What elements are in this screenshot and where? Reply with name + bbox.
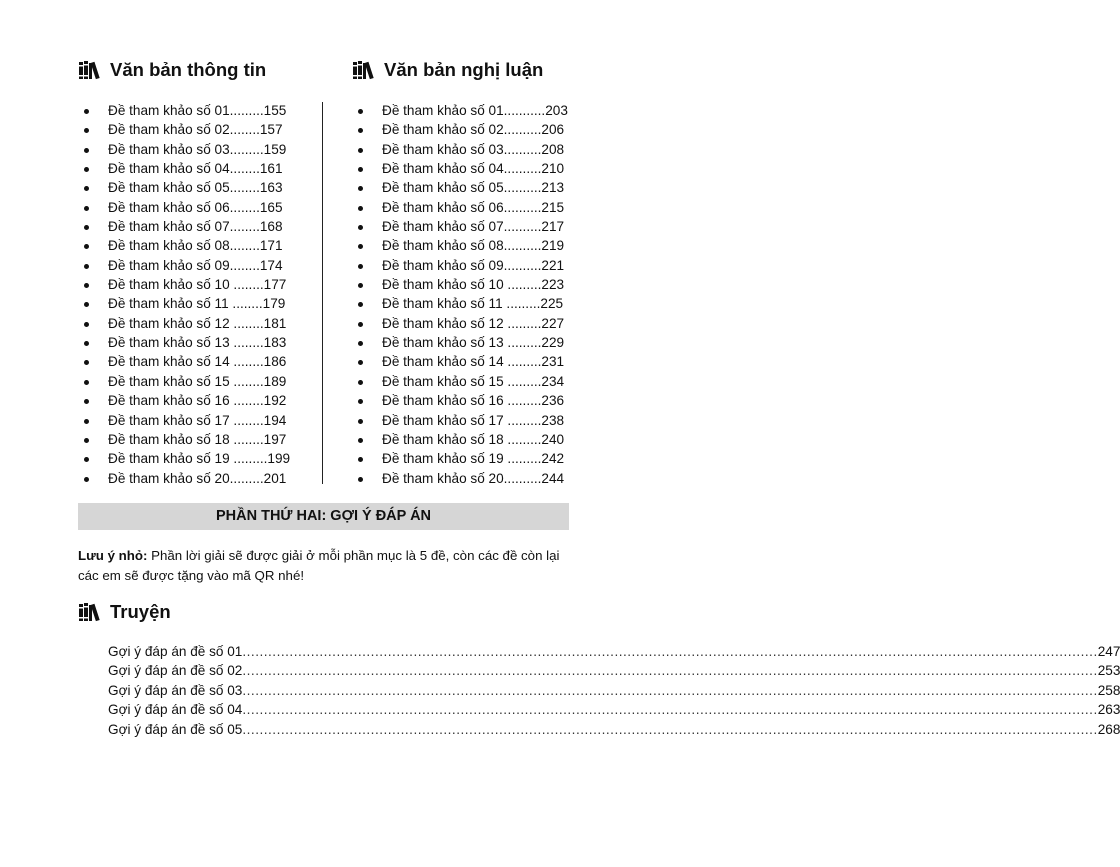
toc-item[interactable]: Đề tham khảo số 09..........221 — [358, 256, 582, 275]
books-icon — [78, 60, 104, 80]
toc-item[interactable]: Đề tham khảo số 07..........217 — [358, 217, 582, 236]
toc-item[interactable]: Đề tham khảo số 03..........208 — [358, 140, 582, 159]
toc-item[interactable]: Đề tham khảo số 12 ........181 — [84, 314, 308, 333]
toc-item[interactable]: Đề tham khảo số 11 ........179 — [84, 294, 308, 313]
toc-item[interactable]: Đề tham khảo số 20.........201 — [84, 469, 308, 488]
answer-page: 258 — [1097, 682, 1120, 698]
leader-dots: ........................................................................................................................................................................................................ — [242, 663, 1098, 679]
part-two-heading: PHẦN THỨ HAI: GỢI Ý ĐÁP ÁN — [78, 503, 569, 530]
toc-item[interactable]: Đề tham khảo số 19 .........242 — [358, 449, 582, 468]
books-icon — [78, 602, 104, 622]
toc-item[interactable]: Đề tham khảo số 12 .........227 — [358, 314, 582, 333]
toc-item[interactable]: Đề tham khảo số 10 ........177 — [84, 275, 308, 294]
answer-item[interactable] — [108, 661, 1120, 680]
answer-page: 263 — [1097, 702, 1120, 718]
answer-item[interactable] — [108, 681, 1120, 700]
toc-item[interactable]: Đề tham khảo số 02........157 — [84, 120, 308, 139]
books-icon — [352, 60, 378, 80]
toc-item[interactable]: Đề tham khảo số 18 ........197 — [84, 430, 308, 449]
leader-dots: ........................................................................................................................................................................................................ — [242, 682, 1098, 698]
toc-item[interactable]: Đề tham khảo số 07........168 — [84, 217, 308, 236]
toc-item[interactable]: Đề tham khảo số 16 ........192 — [84, 391, 308, 410]
toc-item[interactable]: Đề tham khảo số 08........171 — [84, 236, 308, 255]
toc-item[interactable]: Đề tham khảo số 01...........203 — [358, 101, 582, 120]
toc-item[interactable]: Đề tham khảo số 01.........155 — [84, 101, 308, 120]
toc-item[interactable]: Đề tham khảo số 13 .........229 — [358, 333, 582, 352]
toc-item[interactable]: Đề tham khảo số 04..........210 — [358, 159, 582, 178]
answer-label: Gợi ý đáp án đề số 03 — [108, 682, 243, 698]
answer-page: 247 — [1097, 644, 1120, 659]
story-heading — [78, 596, 171, 628]
toc-item[interactable]: Đề tham khảo số 13 ........183 — [84, 333, 308, 352]
toc-item[interactable]: Đề tham khảo số 15 .........234 — [358, 372, 582, 391]
answer-item[interactable] — [108, 700, 1120, 719]
argumentative-title: Văn bản nghị luận — [384, 59, 544, 80]
toc-item[interactable]: Đề tham khảo số 02..........206 — [358, 120, 582, 139]
note-text: Phần lời giải sẽ được giải ở mỗi phần mục là 5 đề, còn các đề còn lại các em sẽ được tặng vào mã QR nhé! — [78, 548, 560, 583]
toc-item[interactable]: Đề tham khảo số 15 ........189 — [84, 372, 308, 391]
toc-item[interactable]: Đề tham khảo số 19 .........199 — [84, 449, 308, 468]
toc-item[interactable]: Đề tham khảo số 08..........219 — [358, 236, 582, 255]
toc-item[interactable]: Đề tham khảo số 11 .........225 — [358, 294, 582, 313]
answer-page: 253 — [1097, 663, 1120, 679]
leader-dots: ........................................................................................................................................................................................................ — [242, 702, 1098, 718]
leader-dots: ........................................................................................................................................................................................................ — [242, 644, 1098, 659]
informational-list — [84, 101, 308, 488]
toc-item[interactable]: Đề tham khảo số 05..........213 — [358, 178, 582, 197]
toc-item[interactable]: Đề tham khảo số 06..........215 — [358, 198, 582, 217]
leader-dots: ........................................................................................................................................................................................................ — [242, 721, 1098, 737]
toc-item[interactable]: Đề tham khảo số 09........174 — [84, 256, 308, 275]
answer-label: Gợi ý đáp án đề số 05 — [108, 721, 243, 737]
toc-item[interactable]: Đề tham khảo số 14 ........186 — [84, 352, 308, 371]
toc-item[interactable]: Đề tham khảo số 18 .........240 — [358, 430, 582, 449]
toc-item[interactable]: Đề tham khảo số 03.........159 — [84, 140, 308, 159]
toc-item[interactable]: Đề tham khảo số 04........161 — [84, 159, 308, 178]
informational-title: Văn bản thông tin — [110, 59, 267, 80]
toc-item[interactable]: Đề tham khảo số 14 .........231 — [358, 352, 582, 371]
informational-heading — [78, 54, 308, 86]
answer-item[interactable] — [108, 642, 1120, 661]
toc-item[interactable]: Đề tham khảo số 06........165 — [84, 198, 308, 217]
column-divider — [322, 102, 323, 484]
answer-item[interactable] — [108, 720, 1120, 739]
note-label: Lưu ý nhỏ: — [78, 548, 148, 563]
answer-label: Gợi ý đáp án đề số 04 — [108, 702, 243, 718]
argumentative-list — [358, 101, 582, 488]
toc-item[interactable]: Đề tham khảo số 16 .........236 — [358, 391, 582, 410]
argumentative-section — [352, 54, 582, 486]
answer-label: Gợi ý đáp án đề số 01 — [108, 644, 243, 659]
note — [78, 546, 573, 586]
story-title: Truyện — [110, 601, 171, 622]
toc-item[interactable]: Đề tham khảo số 17 .........238 — [358, 411, 582, 430]
answers-list — [108, 642, 1120, 739]
toc-item[interactable]: Đề tham khảo số 10 .........223 — [358, 275, 582, 294]
toc-item[interactable]: Đề tham khảo số 17 ........194 — [84, 411, 308, 430]
toc-item[interactable]: Đề tham khảo số 05........163 — [84, 178, 308, 197]
argumentative-heading — [352, 54, 582, 86]
informational-section — [78, 54, 308, 486]
answer-page: 268 — [1097, 721, 1120, 737]
answer-label: Gợi ý đáp án đề số 02 — [108, 663, 243, 679]
toc-item[interactable]: Đề tham khảo số 20..........244 — [358, 469, 582, 488]
